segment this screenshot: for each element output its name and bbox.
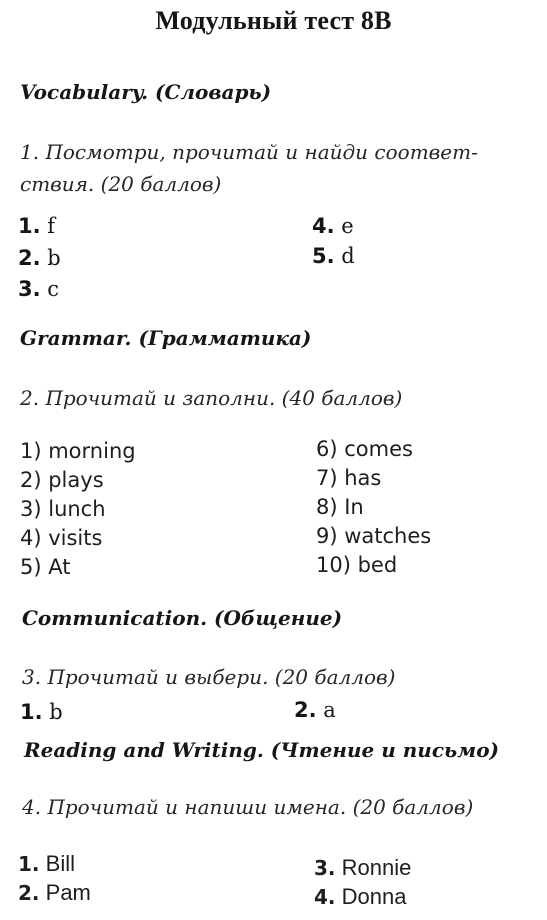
communication-answer: 1. b — [20, 700, 63, 724]
grammar-answer: 8) In — [316, 495, 364, 519]
vocabulary-task-line1: 1. Посмотри, прочитай и найди соответ- — [20, 140, 478, 164]
communication-heading: Communication. (Общение) — [22, 606, 343, 630]
grammar-answer: 3) lunch — [20, 497, 106, 521]
grammar-task: 2. Прочитай и заполни. (40 баллов) — [20, 386, 403, 410]
grammar-answer: 10) bed — [316, 553, 398, 577]
reading-writing-answer: 3. Ronnie — [314, 855, 412, 880]
grammar-answer: 4) visits — [20, 526, 103, 550]
grammar-answer: 7) has — [316, 466, 382, 490]
vocabulary-answer: 4. e — [312, 214, 354, 238]
grammar-answer: 2) plays — [20, 468, 104, 492]
vocabulary-answer: 3. c — [18, 277, 60, 301]
communication-answer: 2. a — [294, 698, 336, 722]
vocabulary-task-line2: ствия. (20 баллов) — [20, 172, 222, 196]
grammar-answer: 1) morning — [20, 439, 136, 463]
reading-writing-answer: 1. Bill — [18, 851, 75, 876]
grammar-heading: Grammar. (Грамматика) — [20, 326, 312, 350]
page-title: Модульный тест 8B — [155, 6, 392, 35]
reading-writing-answer: 4. Donna — [314, 884, 407, 909]
reading-writing-task: 4. Прочитай и напиши имена. (20 баллов) — [22, 795, 474, 819]
vocabulary-answer: 5. d — [312, 244, 355, 268]
vocabulary-heading: Vocabulary. (Словарь) — [20, 80, 272, 104]
grammar-answer: 6) comes — [316, 437, 413, 461]
communication-task: 3. Прочитай и выбери. (20 баллов) — [22, 665, 396, 689]
vocabulary-answer: 1. f — [18, 214, 56, 238]
grammar-answer: 5) At — [20, 555, 71, 579]
vocabulary-answer: 2. b — [18, 246, 61, 270]
reading-writing-heading: Reading and Writing. (Чтение и письмо) — [24, 738, 499, 762]
reading-writing-answer: 2. Pam — [18, 880, 91, 905]
grammar-answer: 9) watches — [316, 524, 432, 548]
